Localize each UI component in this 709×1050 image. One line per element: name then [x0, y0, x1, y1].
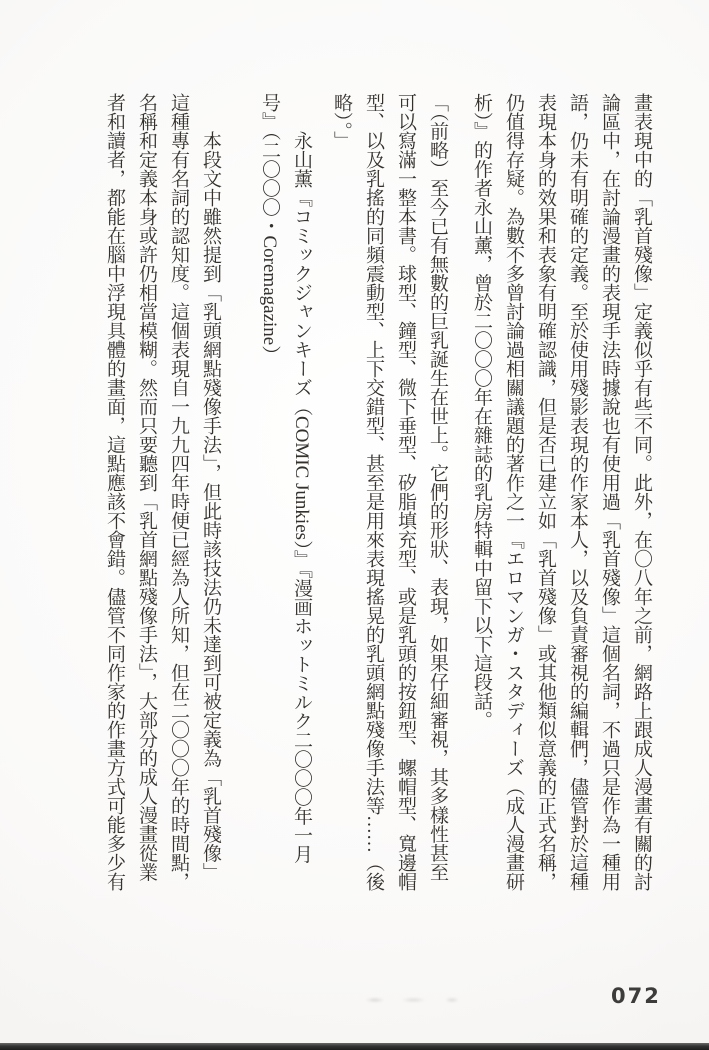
- text-column: 論區中，在討論漫畫的表現手法時據說也有使用過「乳首殘像」這個名詞，不過只是作為一種用: [599, 93, 620, 891]
- text-column: 這種專有名詞的認知度。這個表現自一九九四年時便已經為人所知，但在二〇〇〇年的時間點，: [168, 93, 189, 891]
- photo-bottom-edge: [0, 1043, 709, 1050]
- ink-smudge: [364, 995, 474, 1005]
- citation-column: 号』（二〇〇〇・Coremagazine）: [259, 93, 280, 365]
- quote-column: 「（前略）至今已有無數的巨乳誕生在世上。它們的形狀、表現，如果仔細審視，其多樣性甚至: [427, 93, 448, 882]
- text-column: 表現本身的效果和表象有明確認識，但是否已建立如「乳首殘像」或其他類似意義的正式名稱，: [535, 93, 556, 891]
- text-column: 名稱和定義本身或許仍相當模糊。然而只要聽到「乳首網點殘像手法」，大部分的成人漫畫從業: [136, 93, 157, 882]
- text-column: 本段文中雖然提到「乳頭網點殘像手法」，但此時該技法仍未達到可被定義為「乳首殘像」: [200, 131, 221, 882]
- text-column: 語，仍未有明確的定義。至於使用殘影表現的作家本人，以及負責審視的編輯們，儘管對於這種: [567, 93, 588, 891]
- text-column: 畫表現中的「乳首殘像」定義似乎有些不同。此外，在〇八年之前，網路上跟成人漫畫有關的討: [631, 93, 652, 891]
- text-column: 者和讀者，都能在腦中浮現具體的畫面，這點應該不會錯。儘管不同作家的作畫方式可能多少有: [104, 93, 125, 891]
- quote-column: 型、以及乳搖的同頻震動型、上下交錯型、甚至是用來表現搖晃的乳頭網點殘像手法等……（後: [363, 93, 384, 891]
- quote-column: 略）。」: [331, 93, 352, 150]
- text-column: 析）』的作者永山薰，曾於二〇〇〇年在雜誌的乳房特輯中留下以下這段話。: [471, 93, 492, 730]
- body-text: [92, 93, 651, 893]
- page-number: 072: [611, 984, 661, 1008]
- quote-column: 可以寫滿一整本書。球型、鐘型、微下垂型、矽脂填充型、或是乳頭的按鈕型、螺帽型、寬邊帽: [395, 93, 416, 891]
- text-column: 仍值得存疑。為數不多曾討論過相關議題的著作之一『エロマンガ・スタディーズ（成人漫畫研: [503, 93, 524, 891]
- citation-column: 永山薰『コミックジャンキーズ（COMIC Junkies）』『漫画ホットミルク二〇〇〇年一月: [291, 131, 312, 864]
